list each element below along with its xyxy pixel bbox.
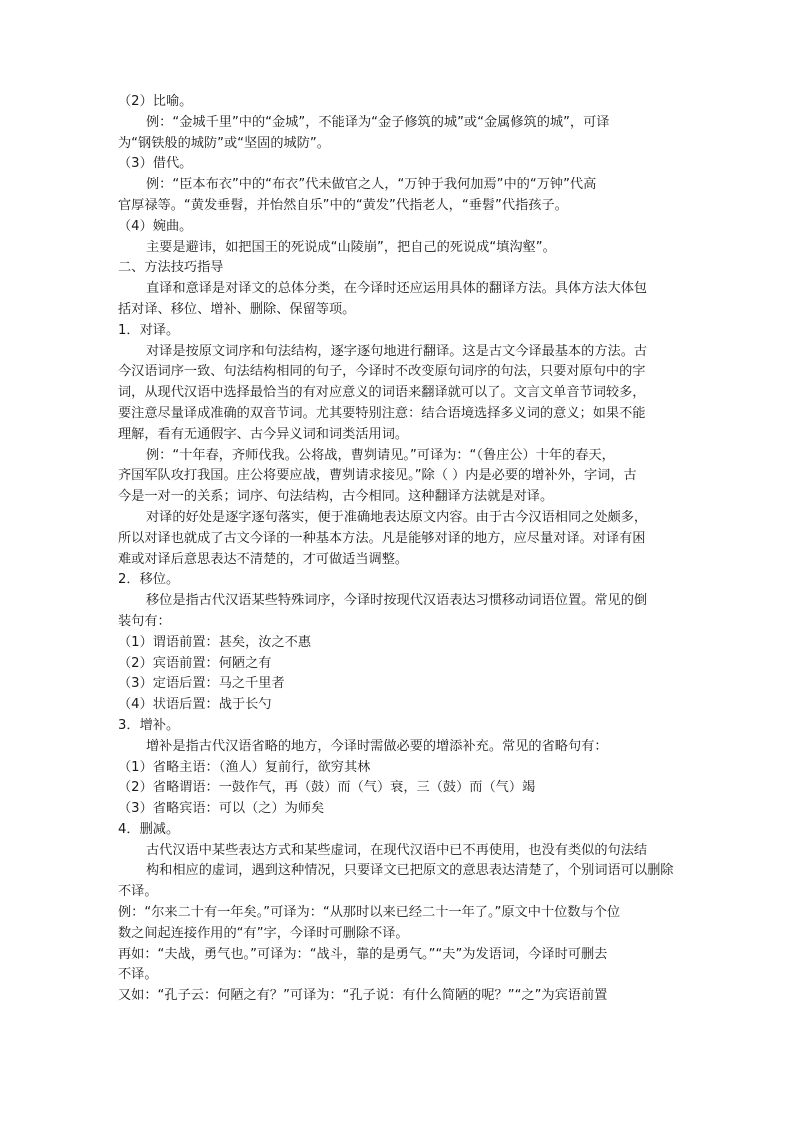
subheading-4: 4．删减。	[118, 821, 180, 837]
line-22: 所以对译也就成了古文今译的一种基本方法。凡是能够对译的地方，应尽量对译。对译有困	[118, 530, 646, 546]
line-4: （3）借代。	[118, 156, 193, 172]
line-44: 又如：“孔子云：何陋之有？”可译为：“孔子说：有什么简陋的呢？”“之”为宾语前置	[118, 988, 608, 1004]
section-heading: 二、方法技巧指导	[118, 260, 224, 276]
line-7: （4）婉曲。	[118, 218, 193, 234]
line-16: 要注意尽量译成准确的双音节词。尤其要特别注意：结合语境选择多义词的意义；如果不能	[118, 405, 646, 421]
line-11: 括对译、移位、增补、删除、保留等项。	[118, 301, 356, 317]
line-26: 装句有：	[118, 613, 171, 629]
line-37: 古代汉语中某些表达方式和某些虚词，在现代汉语中已不再使用，也没有类似的句法结	[146, 842, 648, 858]
document-page	[118, 92, 678, 1007]
line-2: 例：“金城千里”中的“金城”，不能译为“金子修筑的城”或“金属修筑的城”，可译	[146, 114, 610, 130]
line-18: 例：“十年春，齐师伐我。公将战，曹刿请见。”可译为：“（鲁庄公）十年的春天，	[146, 447, 615, 463]
line-43: 不译。	[118, 967, 158, 983]
line-38: 构和相应的虚词，遇到这种情况，只要译文已把原文的意思表达清楚了，个别词语可以删除	[146, 863, 674, 879]
line-40: 例：“尔来二十有一年矣。”可译为：“从那时以来已经二十一年了。”原文中十位数与个位	[118, 905, 621, 921]
line-41: 数之间起连接作用的“有”字，今译时可删除不译。	[118, 925, 409, 941]
line-39: 不译。	[118, 884, 158, 900]
subheading-2: 2．移位。	[118, 572, 180, 588]
line-34: （2）省略谓语：一鼓作气，再（鼓）而（气）衰，三（鼓）而（气）竭	[118, 780, 536, 796]
line-14: 今汉语词序一致、句法结构相同的句子，今译时不改变原句词序的句法，只要对原句中的字	[118, 364, 646, 380]
line-3: 为“钢铁般的城防”或“坚固的城防”。	[118, 135, 330, 151]
line-35: （3）省略宾语：可以（之）为师矣	[118, 801, 325, 817]
line-17: 理解，看有无通假字、古今异义词和词类活用词。	[118, 426, 409, 442]
line-13: 对译是按原文词序和句法结构，逐字逐句地进行翻译。这是古文今译最基本的方法。古	[146, 343, 648, 359]
line-5: 例：“臣本布衣”中的“布衣”代未做官之人，“万钟于我何加焉”中的“万钟”代高	[146, 177, 597, 193]
line-33: （1）省略主语：（渔人）复前行，欲穷其林	[118, 759, 371, 775]
line-28: （2）宾语前置：何陋之有	[118, 655, 272, 671]
line-20: 今是一对一的关系；词序、句法结构，古今相同。这种翻译方法就是对译。	[118, 489, 554, 505]
line-6: 官厚禄等。“黄发垂髫，并怡然自乐”中的“黄发”代指老人，“垂髫”代指孩子。	[118, 197, 568, 213]
line-27: （1）谓语前置：甚矣，汝之不惠	[118, 634, 312, 650]
line-1: （2）比喻。	[118, 94, 193, 109]
line-29: （3）定语后置：马之千里者	[118, 676, 285, 692]
line-10: 直译和意译是对译文的总体分类，在今译时还应运用具体的翻译方法。具体方法大体包	[146, 281, 648, 297]
line-30: （4）状语后置：战于长勺	[118, 697, 272, 713]
line-19: 齐国军队攻打我国。庄公将要应战，曹刿请求接见。”除（ ）内是必要的增补外，字词，古	[118, 468, 637, 484]
line-32: 增补是指古代汉语省略的地方，今译时需做必要的增添补充。常见的省略句有：	[146, 738, 608, 754]
line-42: 再如：“夫战，勇气也。”可译为：“战斗，靠的是勇气。”“夫”为发语词，今译时可删去	[118, 946, 608, 962]
subheading-3: 3．增补。	[118, 717, 180, 733]
line-15: 词，从现代汉语中选择最恰当的有对应意义的词语来翻译就可以了。文言文单音节词较多，	[118, 385, 646, 401]
line-21: 对译的好处是逐字逐句落实，便于准确地表达原文内容。由于古今汉语相同之处颇多，	[146, 509, 648, 525]
line-23: 难或对译后意思表达不清楚的，才可做适当调整。	[118, 551, 409, 567]
subheading-1: 1．对译。	[118, 322, 180, 338]
line-25: 移位是指古代汉语某些特殊词序，今译时按现代汉语表达习惯移动词语位置。常见的倒	[146, 593, 648, 609]
line-8: 主要是避讳，如把国王的死说成“山陵崩”，把自己的死说成“填沟壑”。	[146, 239, 556, 255]
